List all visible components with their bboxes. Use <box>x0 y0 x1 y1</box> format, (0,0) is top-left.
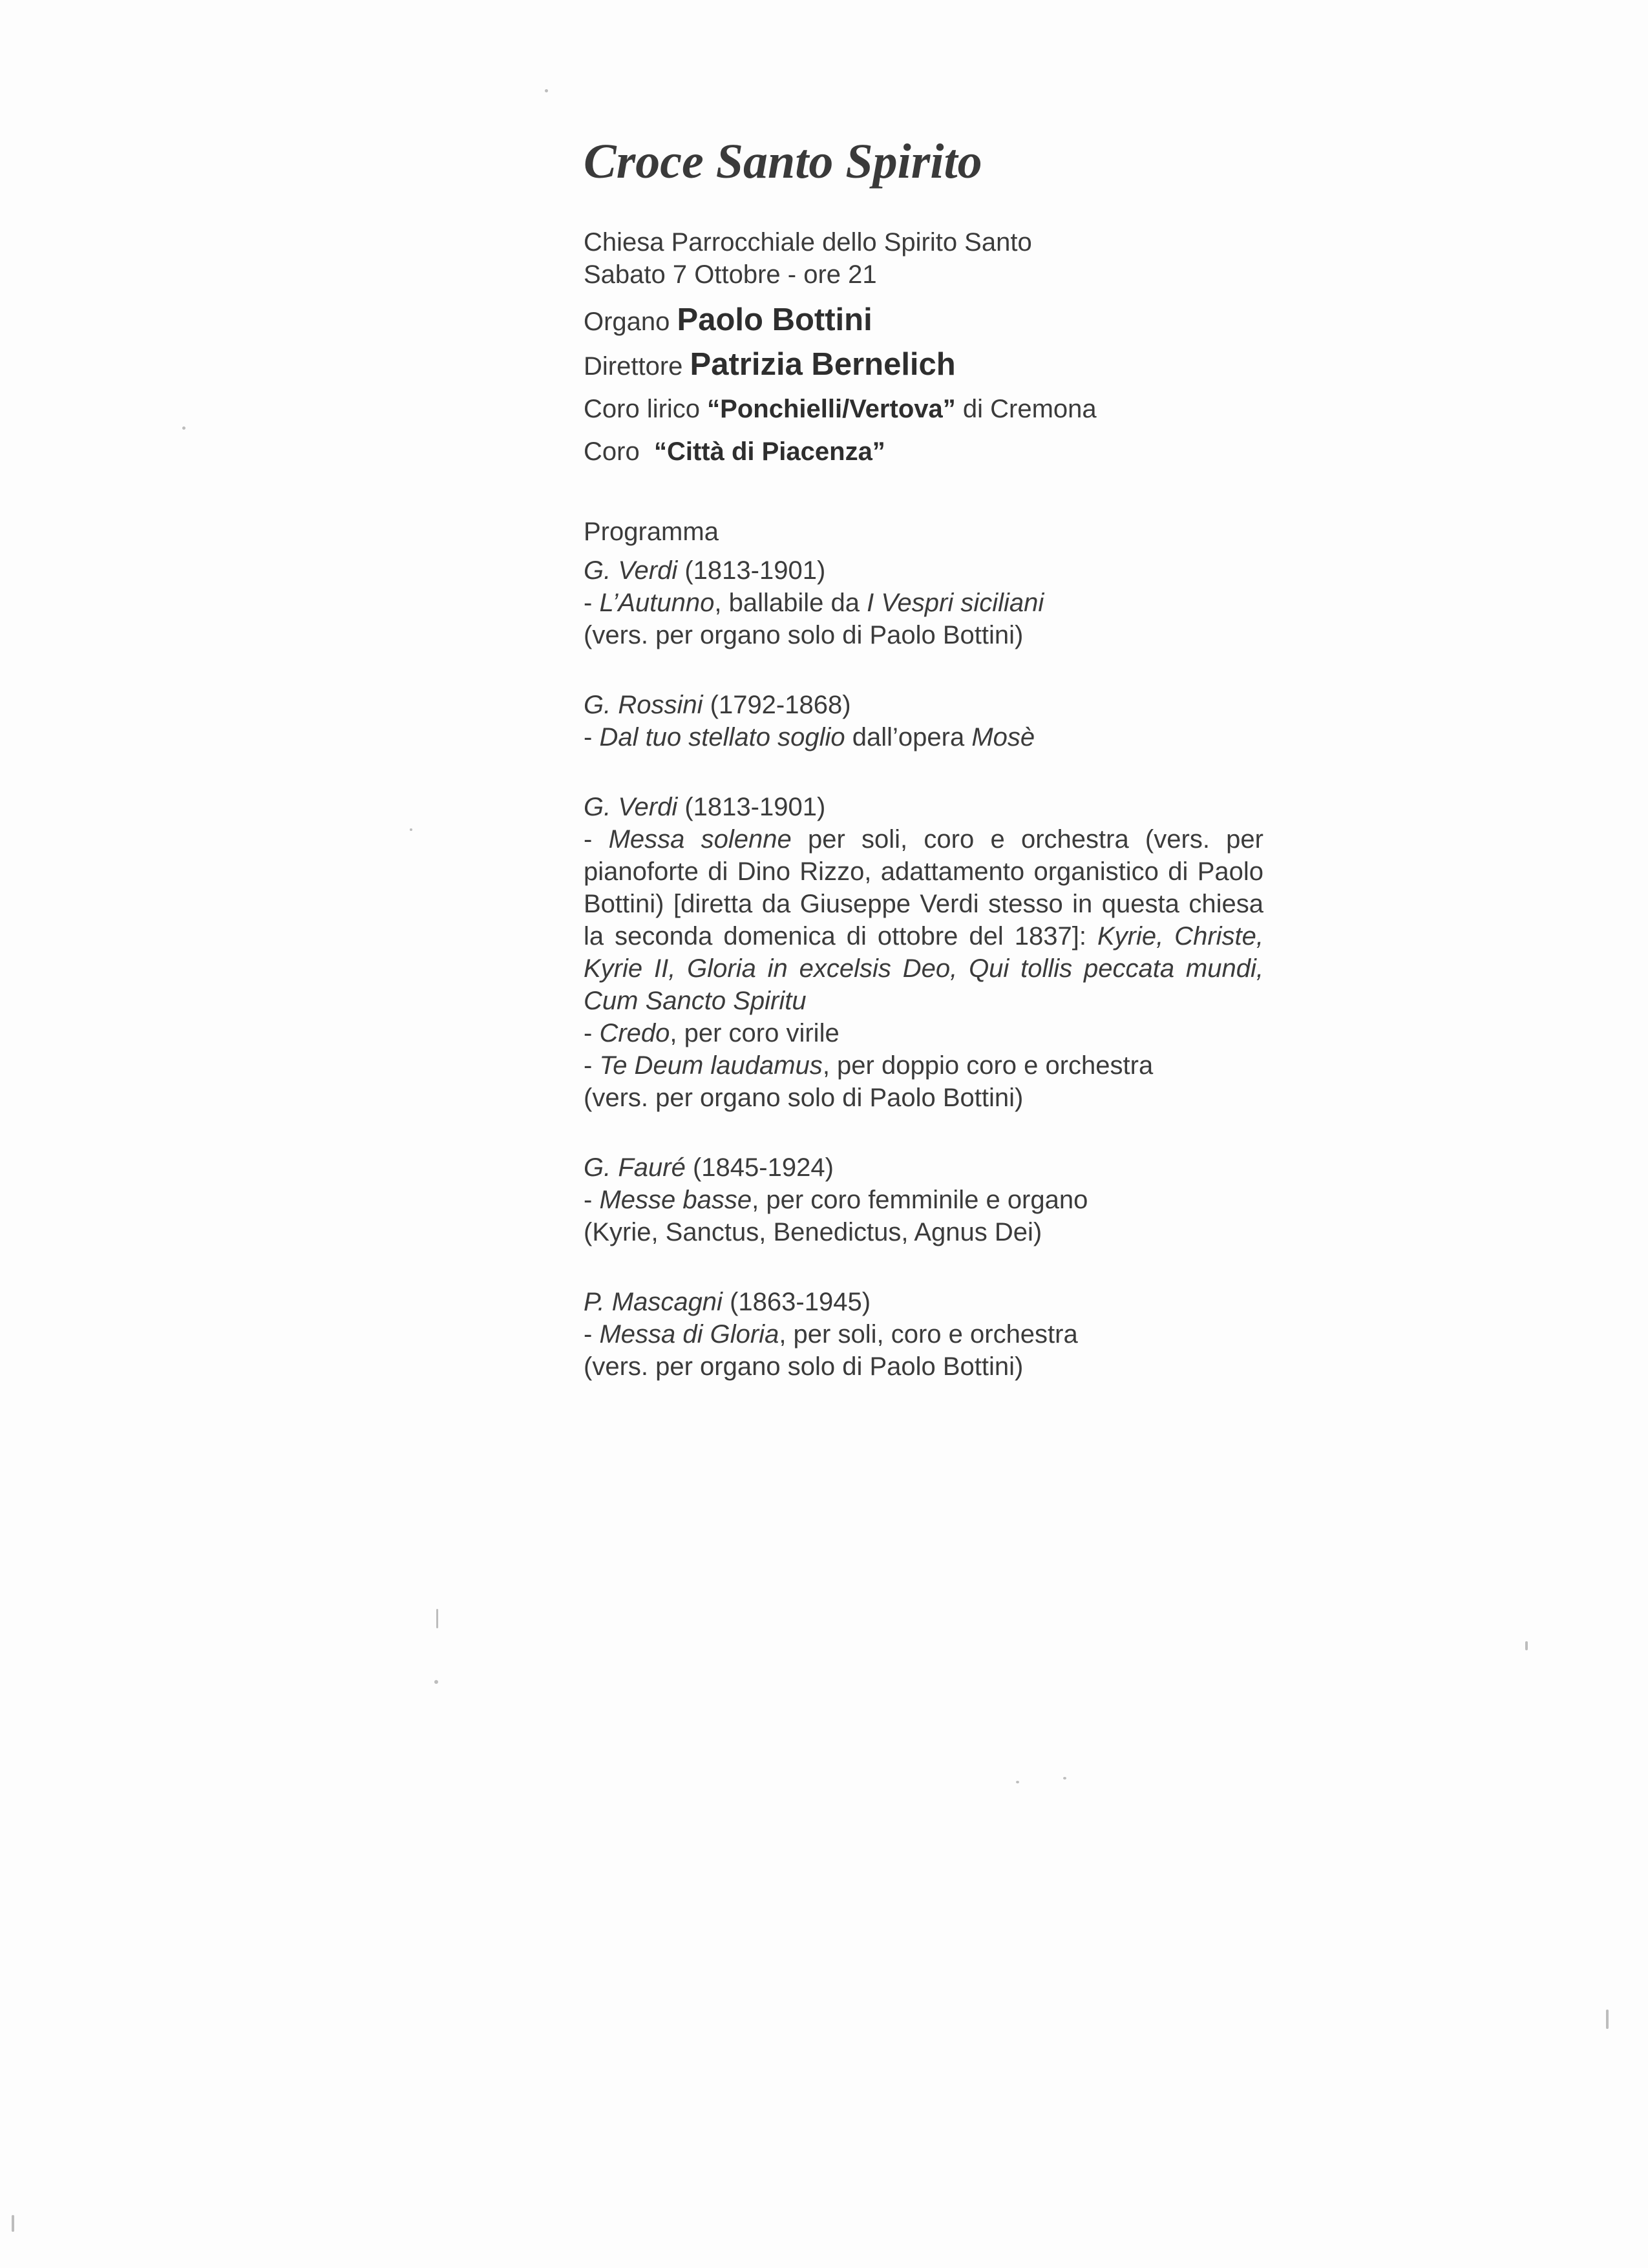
choir-name: “Ponchielli/Vertova” <box>707 395 956 423</box>
organist-credit <box>584 301 1269 341</box>
work-line <box>584 1184 1269 1216</box>
mass-sections: (Kyrie, Sanctus, Benedictus, Agnus Dei) <box>584 1218 1042 1246</box>
work-line <box>584 1049 1269 1082</box>
work-title: Messa solenne <box>608 825 792 854</box>
composer-name: G. Verdi <box>584 556 678 585</box>
work-paragraph <box>584 823 1263 1017</box>
scan-speck <box>182 426 185 430</box>
credit-role: Organo <box>584 308 670 336</box>
credit-role: Coro <box>584 437 640 466</box>
choir-credit-piacenza <box>584 433 1269 470</box>
scan-speck <box>436 1609 438 1628</box>
composer-dates: (1845-1924) <box>692 1153 834 1182</box>
work-text: , per coro femminile e organo <box>752 1186 1088 1214</box>
work-title: Messe basse <box>599 1186 752 1214</box>
composer-dates: (1813-1901) <box>684 556 826 585</box>
composer-line <box>584 689 1269 721</box>
work-line <box>584 587 1269 619</box>
composer-line <box>584 1151 1269 1184</box>
program-entry <box>584 791 1269 1114</box>
director-credit <box>584 346 1269 385</box>
entry-spacer <box>584 1248 1269 1286</box>
credit-suffix: di Cremona <box>962 395 1097 423</box>
composer-name: G. Rossini <box>584 691 703 719</box>
date-time: Sabato 7 Ottobre - ore 21 <box>584 260 877 289</box>
work-line <box>584 721 1269 753</box>
work-line <box>584 1318 1269 1350</box>
version-note: (vers. per organo solo di Paolo Bottini) <box>584 621 1024 649</box>
dash: - <box>584 589 600 617</box>
section-spacer <box>584 470 1269 516</box>
composer-line <box>584 791 1269 823</box>
work-text: , ballabile da <box>714 589 867 617</box>
dash: - <box>584 1051 600 1080</box>
opera-title: I Vespri siciliani <box>867 589 1044 617</box>
work-text: dall’opera <box>845 723 972 751</box>
credit-name: Paolo Bottini <box>677 302 872 337</box>
mass-parts: Kyrie, Christe, Kyrie II, Gloria in excelsis Deo, Qui tollis peccata mundi, Cum Sancto Spiritu <box>584 922 1263 1015</box>
program-heading: Programma <box>584 518 719 546</box>
work-title: Messa di Gloria <box>599 1320 779 1349</box>
scan-speck <box>434 1680 438 1684</box>
scan-speck <box>1016 1781 1019 1783</box>
credit-role: Direttore <box>584 352 683 381</box>
venue: Chiesa Parrocchiale dello Spirito Santo <box>584 228 1032 257</box>
dash: - <box>584 1186 600 1214</box>
composer-name: G. Verdi <box>584 793 678 821</box>
work-description: per soli, coro e orchestra (vers. per pianoforte di Dino Rizzo, adattamento organistico di Paolo Bottini) [diretta da Giuseppe Verdi stesso in questa chiesa la seconda domenica di ottobre del 1837]: <box>584 825 1263 950</box>
composer-dates: (1792-1868) <box>710 691 851 719</box>
program-entry <box>584 1151 1269 1248</box>
version-note: (vers. per organo solo di Paolo Bottini) <box>584 1084 1024 1112</box>
work-text: , per coro virile <box>670 1019 840 1047</box>
work-title: Dal tuo stellato soglio <box>599 723 845 751</box>
composer-line <box>584 554 1269 587</box>
dash: - <box>584 1019 600 1047</box>
scan-speck <box>1525 1641 1528 1650</box>
scan-speck <box>1606 2010 1609 2029</box>
work-title: L’Autunno <box>599 589 715 617</box>
dash: - <box>584 1320 600 1349</box>
credit-name: Patrizia Bernelich <box>690 347 956 382</box>
program-entry <box>584 689 1269 753</box>
work-title: Te Deum laudamus <box>599 1051 823 1080</box>
scan-speck <box>1063 1777 1066 1780</box>
scan-speck <box>545 89 548 92</box>
choir-credit-cremona <box>584 390 1269 428</box>
dash: - <box>584 825 609 854</box>
composer-name: G. Fauré <box>584 1153 686 1182</box>
composer-name: P. Mascagni <box>584 1288 723 1316</box>
composer-line <box>584 1286 1269 1318</box>
concert-listing <box>584 129 1269 1383</box>
dash: - <box>584 723 600 751</box>
page-title: Croce Santo Spirito <box>584 134 982 189</box>
credit-role: Coro lirico <box>584 395 701 423</box>
work-text: , per doppio coro e orchestra <box>822 1051 1154 1080</box>
entry-spacer <box>584 753 1269 791</box>
work-text: , per soli, coro e orchestra <box>779 1320 1078 1349</box>
work-line <box>584 1017 1269 1049</box>
composer-dates: (1813-1901) <box>684 793 826 821</box>
scan-speck <box>410 828 412 831</box>
opera-title: Mosè <box>971 723 1035 751</box>
composer-dates: (1863-1945) <box>730 1288 871 1316</box>
scan-speck <box>12 2215 14 2232</box>
program-entry <box>584 554 1269 651</box>
program-entry <box>584 1286 1269 1383</box>
entry-spacer <box>584 651 1269 689</box>
choir-name: “Città di Piacenza” <box>653 437 885 466</box>
work-title: Credo <box>599 1019 670 1047</box>
version-note: (vers. per organo solo di Paolo Bottini) <box>584 1352 1024 1381</box>
entry-spacer <box>584 1114 1269 1151</box>
